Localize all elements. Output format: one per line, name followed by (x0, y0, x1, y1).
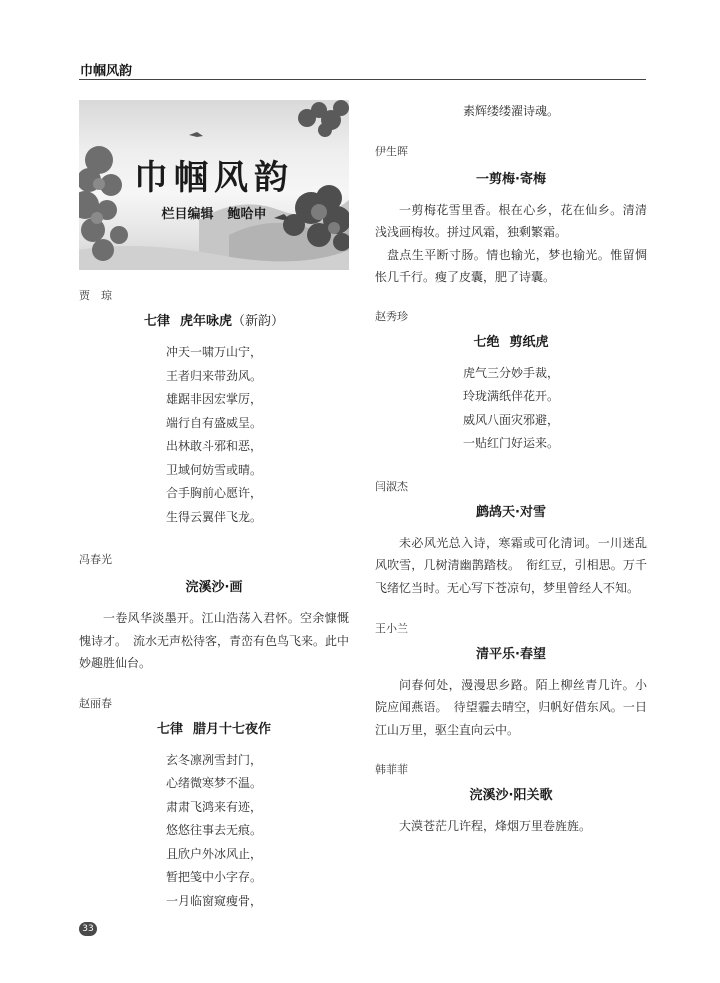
editor-label: 栏目编辑 (161, 207, 214, 222)
poem-line: 肃肃飞鸿来有迹， (165, 799, 262, 814)
poem-author: 赵秀珍 (375, 309, 408, 323)
header-rule (79, 79, 646, 80)
banner-editor-line (79, 203, 349, 222)
poem-title: 鹧鸪天·对雪 (476, 504, 546, 520)
poem-title: 七绝 剪纸虎 (473, 334, 549, 350)
poem-line: 暂把笺中小字存。 (165, 870, 262, 885)
poem-text: 盘点生平断寸肠。情也输光，梦也输光。惟留惆怅几千行。瘦了皮囊，肥了诗囊。 (375, 247, 647, 285)
poem-line: 一月临窗窥瘦骨， (165, 893, 262, 908)
running-header: 巾帼风韵 (80, 64, 133, 79)
poem-line: 一贴红门好运来。 (462, 436, 559, 451)
poem-line: 悠悠往事去无痕。 (165, 823, 262, 838)
poem-line: 素辉缕缕濯诗魂。 (462, 104, 559, 118)
poem-line: 心绪微寒梦不温。 (165, 776, 262, 791)
poem-lines (375, 362, 647, 456)
poem-title: 浣溪沙·画 (185, 580, 243, 595)
poem-text: 未必风光总入诗，寒霜或可化清词。一川迷乱风吹雪，几树清幽鹊踏枝。 衔红豆，引相思。万千飞绪忆当时。无心写下苍凉句，梦里曾经人不知。 (375, 535, 647, 596)
right-column (375, 100, 647, 838)
poem-line: 生得云翼伴飞龙。 (165, 509, 262, 524)
poem-line: 雄踞非因宏掌厉， (165, 392, 262, 406)
poem-author: 赵丽春 (79, 696, 112, 710)
poem-text: 一卷风华淡墨开。江山浩荡入君怀。空余慷慨愧诗才。 流水无声松待客，青峦有色鸟飞来。此中妙趣胜仙台。 (79, 611, 350, 671)
poem-line: 且欣户外冰风止， (165, 846, 262, 861)
poem-text: 问春何处，漫漫思乡路。陌上柳丝青几许。小院应闻燕语。 待望霾去晴空，归帆好借东风。一日江山万里，驱尘直向云中。 (375, 677, 647, 737)
poem-lines (79, 341, 349, 529)
poem-line: 端行自有盛威呈。 (165, 415, 262, 430)
poem-title: 清平乐·春望 (476, 646, 546, 662)
poem-line: 威风八面灾邪避， (462, 412, 559, 427)
poem-line: 虎气三分妙手裁， (462, 365, 559, 380)
poem-line: 王者归来带劲风。 (165, 368, 262, 383)
continued-poem-line (375, 100, 647, 124)
left-column (79, 100, 349, 913)
poem-author: 韩菲菲 (375, 763, 408, 777)
poem-author: 王小兰 (375, 621, 408, 635)
poem-title: 七律 虎年咏虎（新韵） (143, 314, 285, 329)
poem-author: 伊生晖 (375, 144, 408, 158)
editor-name: 鲍哈申 (227, 207, 267, 222)
poem-line: 卫域何妨雪或晴。 (165, 462, 262, 477)
page-number: 33 (79, 922, 97, 936)
poem-author: 闫淑杰 (375, 479, 408, 493)
poem-title: 浣溪沙·阳关歌 (469, 788, 553, 804)
poem-title: 一剪梅·寄梅 (476, 171, 546, 187)
poem-lines (79, 749, 349, 914)
poem-line: 玲珑满纸伴花开。 (462, 389, 559, 404)
poem-line: 出林敢斗邪和恶， (165, 439, 262, 453)
poem-author: 冯春光 (79, 553, 112, 566)
poem-line: 合手胸前心愿许， (165, 486, 262, 500)
poem-text: 大漠苍茫几许程，烽烟万里卷旌旌。 (399, 819, 592, 834)
poem-line: 玄冬凛冽雪封门， (165, 752, 262, 767)
poem-text: 一剪梅花雪里香。根在心乡，花在仙乡。清清浅浅画梅妆。拼过风霜，独剩繁霜。 (375, 202, 647, 240)
poem-line: 冲天一啸万山宁， (165, 345, 262, 359)
banner-title: 巾帼风韵 (134, 158, 294, 198)
poem-title: 七律 腊月十七夜作 (156, 721, 272, 737)
poem-author: 贾 琼 (79, 289, 112, 302)
column-banner (79, 100, 349, 270)
